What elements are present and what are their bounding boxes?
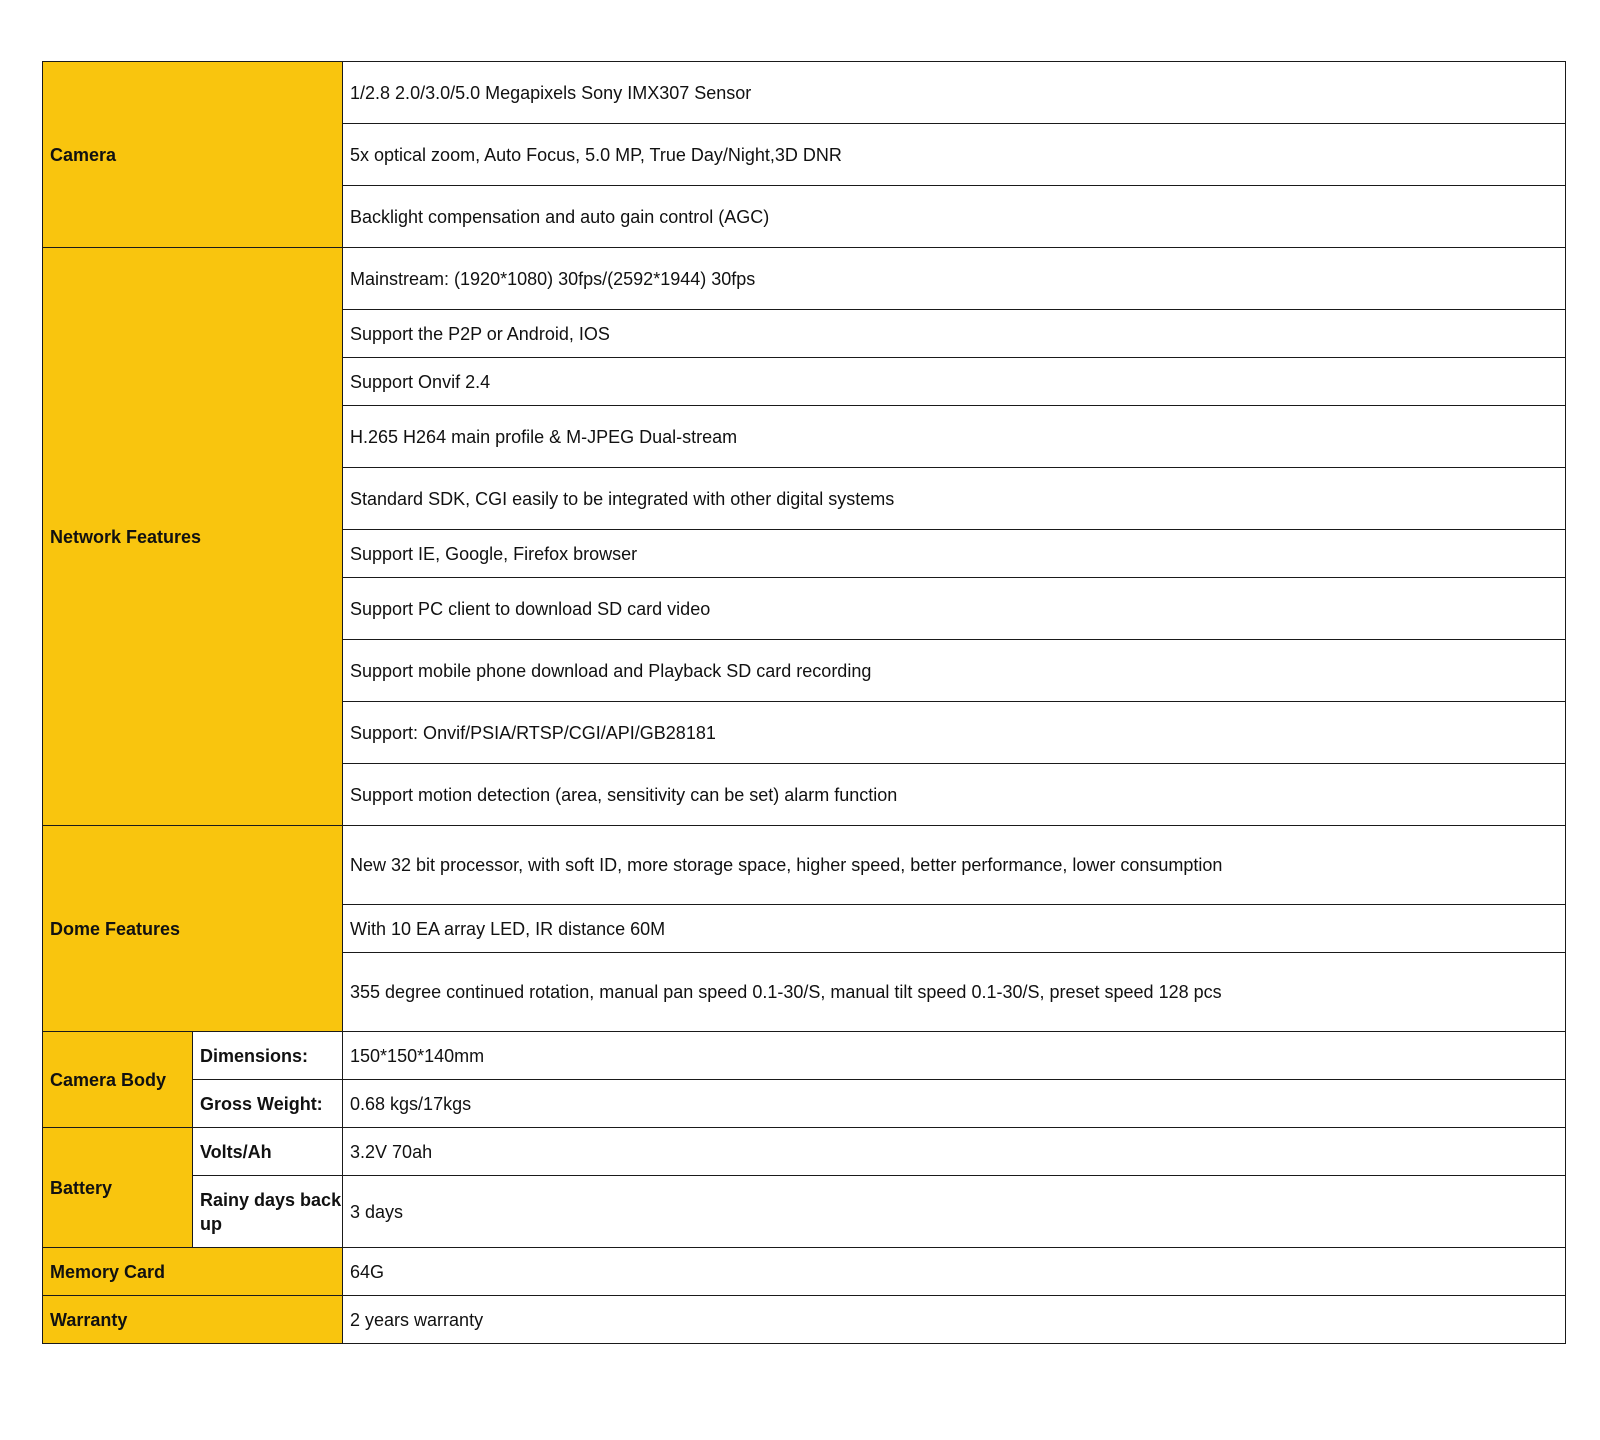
table-row: [43, 1248, 1566, 1296]
network-spec-8: Support mobile phone download and Playback SD card recording: [343, 640, 1566, 702]
category-battery: Battery: [43, 1128, 193, 1248]
table-row: [43, 1128, 1566, 1176]
memory-card-value: 64G: [343, 1248, 1566, 1296]
warranty-value: 2 years warranty: [343, 1296, 1566, 1344]
network-spec-6: Support IE, Google, Firefox browser: [343, 530, 1566, 578]
network-spec-5: Standard SDK, CGI easily to be integrated with other digital systems: [343, 468, 1566, 530]
dome-spec-3: 355 degree continued rotation, manual pan speed 0.1-30/S, manual tilt speed 0.1-30/S, preset speed 128 pcs: [343, 953, 1566, 1032]
dimensions-label: Dimensions:: [193, 1032, 343, 1080]
camera-spec-1: 1/2.8 2.0/3.0/5.0 Megapixels Sony IMX307 Sensor: [343, 62, 1566, 124]
table-row: [43, 1176, 1566, 1248]
table-row: [43, 1296, 1566, 1344]
volts-value: 3.2V 70ah: [343, 1128, 1566, 1176]
table-row: [43, 1032, 1566, 1080]
category-warranty: Warranty: [43, 1296, 343, 1344]
gross-weight-value: 0.68 kgs/17kgs: [343, 1080, 1566, 1128]
network-spec-7: Support PC client to download SD card video: [343, 578, 1566, 640]
table-row: [43, 1080, 1566, 1128]
network-spec-2: Support the P2P or Android, IOS: [343, 310, 1566, 358]
dimensions-value: 150*150*140mm: [343, 1032, 1566, 1080]
network-spec-10: Support motion detection (area, sensitivity can be set) alarm function: [343, 764, 1566, 826]
table-row: [43, 62, 1566, 124]
gross-weight-label: Gross Weight:: [193, 1080, 343, 1128]
rainy-days-label: Rainy days back up: [193, 1176, 343, 1248]
dome-spec-2: With 10 EA array LED, IR distance 60M: [343, 905, 1566, 953]
network-spec-3: Support Onvif 2.4: [343, 358, 1566, 406]
spec-table: [42, 61, 1566, 1344]
network-spec-4: H.265 H264 main profile & M-JPEG Dual-stream: [343, 406, 1566, 468]
camera-spec-2: 5x optical zoom, Auto Focus, 5.0 MP, True Day/Night,3D DNR: [343, 124, 1566, 186]
category-camera: Camera: [43, 62, 343, 248]
table-row: [43, 826, 1566, 905]
category-camera-body: Camera Body: [43, 1032, 193, 1128]
table-row: [43, 248, 1566, 310]
dome-spec-1: New 32 bit processor, with soft ID, more storage space, higher speed, better performance, lower consumption: [343, 826, 1566, 905]
category-dome-features: Dome Features: [43, 826, 343, 1032]
category-network-features: Network Features: [43, 248, 343, 826]
network-spec-1: Mainstream: (1920*1080) 30fps/(2592*1944) 30fps: [343, 248, 1566, 310]
volts-label: Volts/Ah: [193, 1128, 343, 1176]
camera-spec-3: Backlight compensation and auto gain control (AGC): [343, 186, 1566, 248]
network-spec-9: Support: Onvif/PSIA/RTSP/CGI/API/GB28181: [343, 702, 1566, 764]
category-memory-card: Memory Card: [43, 1248, 343, 1296]
rainy-days-value: 3 days: [343, 1176, 1566, 1248]
